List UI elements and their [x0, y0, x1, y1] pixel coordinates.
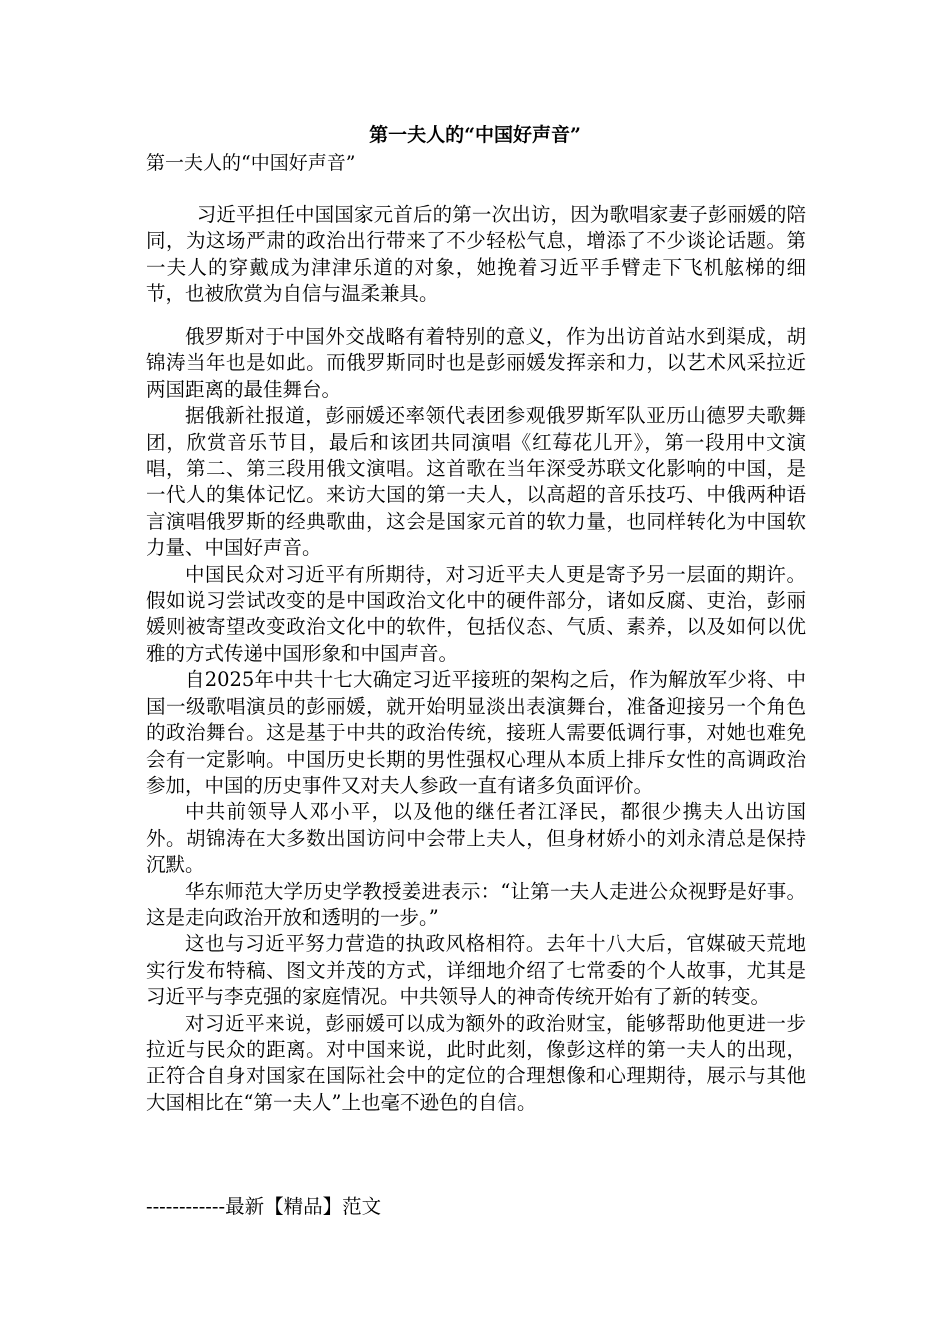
- document-subtitle: 第一夫人的“中国好声音”: [146, 152, 356, 174]
- paragraph-5: 中共前领导人邓小平，以及他的继任者江泽民，都很少携夫人出访国外。胡锦涛在大多数出国访问中会带上夫人，但身材娇小的刘永清总是保持沉默。: [146, 800, 806, 877]
- intro-block: [146, 202, 806, 308]
- paragraph-8: 对习近平来说，彭丽媛可以成为额外的政治财宝，能够帮助他更进一步拉近与民众的距离。对中国来说，此时此刻，像彭这样的第一夫人的出现，正符合自身对国家在国际社会中的定位的合理想像和心理期待，展示与其他大国相比在“第一夫人”上也毫不逊色的自信。: [146, 1011, 806, 1114]
- footer-note: ------------最新【精品】范文: [146, 1195, 382, 1218]
- paragraph-4: 自2025年中共十七大确定习近平接班的架构之后，作为解放军少将、中国一级歌唱演员的彭丽媛，就开始明显淡出表演舞台，准备迎接另一个角色的政治舞台。这是基于中共的政治传统，接班人需要低调行事，对她也难免会有一定影响。中国历史长期的男性强权心理从本质上排斥女性的高调政治参加，中国的历史事件又对夫人参政一直有诸多负面评价。: [146, 668, 806, 797]
- paragraph-3: 中国民众对习近平有所期待，对习近平夫人更是寄予另一层面的期许。假如说习尝试改变的是中国政治文化中的硬件部分，诸如反腐、吏治，彭丽媛则被寄望改变政治文化中的软件，包括仪态、气质、素养，以及如何以优雅的方式传递中国形象和中国声音。: [146, 562, 806, 665]
- intro-paragraph: 习近平担任中国国家元首后的第一次出访，因为歌唱家妻子彭丽媛的陪同，为这场严肃的政治出行带来了不少轻松气息，增添了不少谈论话题。第一夫人的穿戴成为津津乐道的对象，她挽着习近平手臂走下飞机舷梯的细节，也被欣赏为自信与温柔兼具。: [146, 203, 806, 306]
- paragraph-6: 华东师范大学历史学教授姜进表示：“让第一夫人走进公众视野是好事。这是走向政治开放和透明的一步。”: [146, 879, 806, 929]
- page-title: 第一夫人的“中国好声音”: [369, 124, 581, 146]
- article-body: [146, 324, 806, 1116]
- paragraph-7: 这也与习近平努力营造的执政风格相符。去年十八大后，官媒破天荒地实行发布特稿、图文并茂的方式，详细地介绍了七常委的个人故事，尤其是习近平与李克强的家庭情况。中共领导人的神奇传统开始有了新的转变。: [146, 932, 806, 1009]
- paragraph-1: 俄罗斯对于中国外交战略有着特别的意义，作为出访首站水到渠成，胡锦涛当年也是如此。而俄罗斯同时也是彭丽媛发挥亲和力，以艺术风采拉近两国距离的最佳舞台。: [146, 325, 806, 401]
- paragraph-2: 据俄新社报道，彭丽媛还率领代表团参观俄罗斯军队亚历山德罗夫歌舞团，欣赏音乐节目，最后和该团共同演唱《红莓花儿开》，第一段用中文演唱，第二、第三段用俄文演唱。这首歌在当年深受苏联文化影响的中国，是一代人的集体记忆。来访大国的第一夫人，以高超的音乐技巧、中俄两种语言演唱俄罗斯的经典歌曲，这会是国家元首的软力量，也同样转化为中国软力量、中国好声音。: [146, 404, 806, 560]
